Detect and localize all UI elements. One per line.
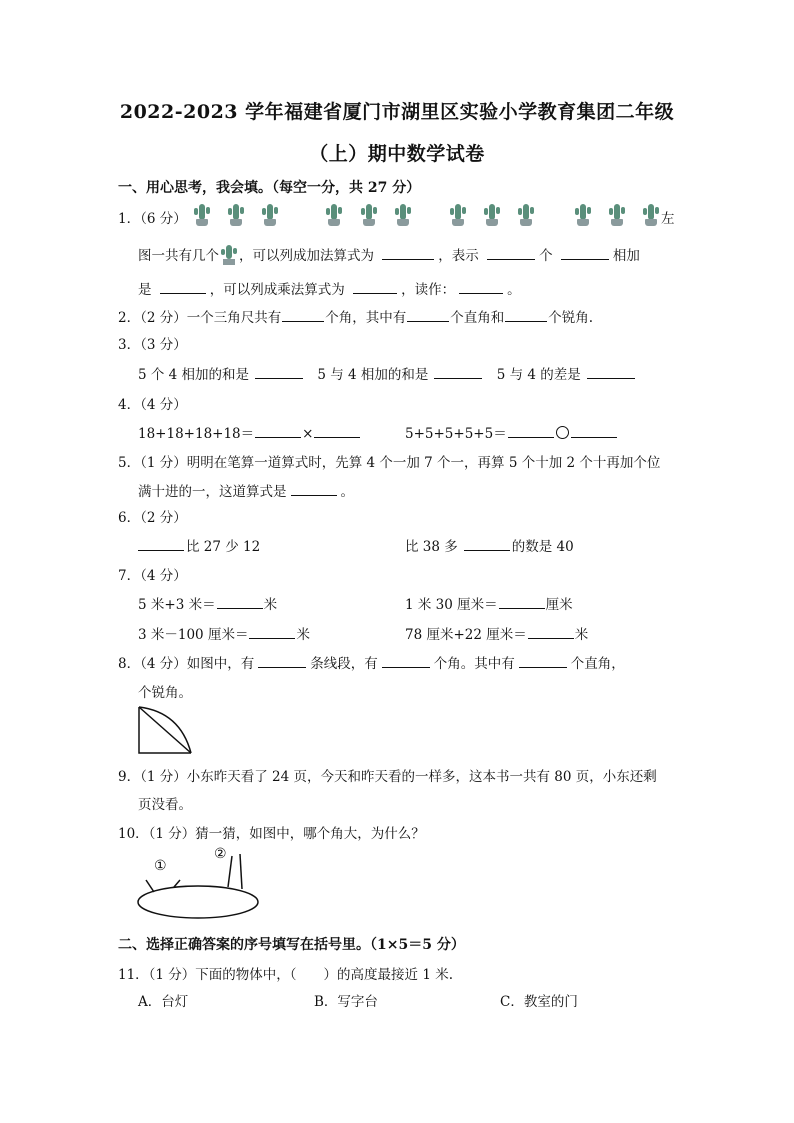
q7-number: 7．（4 分） [118, 568, 187, 584]
operator-circle-blank[interactable] [556, 426, 569, 439]
q7-text: 3 米－100 厘米＝ [138, 627, 249, 643]
q3-blank-2[interactable] [434, 364, 482, 379]
q8-text: 个直角， [570, 656, 625, 672]
q7-text: 5 米+3 米＝ [138, 597, 216, 613]
q10-question: 10．（1 分）猜一猜，如图中，哪个角大，为什么？ [118, 826, 425, 842]
q1-blank-sum[interactable] [160, 279, 206, 294]
q4-text: × [302, 426, 314, 442]
cactus-icon [359, 202, 379, 226]
angle-figure [134, 842, 264, 924]
q8-blank-3[interactable] [519, 653, 567, 668]
q7-text: 78 厘米+22 厘米＝ [405, 627, 527, 643]
q4-blank-2[interactable] [314, 423, 360, 438]
cactus-icon [226, 202, 246, 226]
cactus-icon [324, 202, 344, 226]
q2-text: 个直角和 [450, 310, 505, 326]
cactus-icon [219, 244, 239, 266]
q1-blank-multiply[interactable] [353, 279, 397, 294]
q7-a [138, 593, 277, 613]
q7-text: 米 [296, 627, 310, 643]
q6-number: 6．（2 分） [118, 510, 187, 526]
q7-c [138, 623, 310, 643]
q1-text: 个 [539, 248, 553, 264]
cactus-icon [607, 202, 627, 226]
q1-text: 图一共有几个 [138, 248, 219, 264]
q1-blank-read[interactable] [459, 279, 503, 294]
q3-text: 5 个 4 相加的和是 [138, 367, 250, 383]
angle-mark-2: ② [214, 846, 227, 862]
q9-line1: 9．（1 分）小东昨天看了 24 页，今天和昨天看的一样多，这本书一共有 80 页，小东还剩 [118, 769, 657, 785]
q5-line1: 5．（1 分）明明在笔算一道算式时，先算 4 个一加 7 个一，再算 5 个十加 2 个十再加个位 [118, 455, 661, 471]
q7-blank-3[interactable] [249, 624, 295, 639]
cactus-icon [516, 202, 536, 226]
cactus-icon [573, 202, 593, 226]
q11-option-a[interactable]: A．台灯 [138, 994, 189, 1010]
q11-option-b[interactable]: B．写字台 [314, 994, 378, 1010]
q6-blank-1[interactable] [138, 536, 184, 551]
page-title-line2: （上）期中数学试卷 [309, 143, 485, 165]
q4-row-a [138, 422, 361, 442]
q9-line2: 页没看。 [138, 797, 192, 813]
q4-number: 4．（4 分） [118, 397, 187, 413]
q4-blank-3[interactable] [508, 423, 554, 438]
q7-b [405, 593, 573, 613]
angle-mark-1: ① [154, 858, 167, 874]
q2-text: 个锐角. [548, 310, 594, 326]
q1-tail: 左 [661, 211, 675, 227]
q4-text: 5+5+5+5+5＝ [405, 426, 507, 442]
cactus-icon [641, 202, 661, 226]
q7-blank-1[interactable] [217, 594, 263, 609]
q7-text: 米 [263, 597, 278, 613]
q6-row-a [138, 535, 260, 555]
q1-blank-count[interactable] [487, 245, 535, 260]
q6-text: 的数是 40 [511, 539, 574, 555]
q4-blank-4[interactable] [571, 423, 617, 438]
q8-text: 8．（4 分）如图中，有 [118, 656, 255, 672]
q2-blank-1[interactable] [282, 307, 324, 322]
q1-blank-addend[interactable] [561, 245, 609, 260]
q1-text: ，可以列成加法算式为 [239, 248, 374, 264]
q2-blank-2[interactable] [407, 307, 449, 322]
q2-text: 2．（2 分）一个三角尺共有 [118, 310, 282, 326]
q4-blank-1[interactable] [255, 423, 301, 438]
cactus-icon [260, 202, 280, 226]
section2-heading: 二、选择正确答案的序号填写在括号里。（1×5＝5 分） [118, 937, 465, 953]
q1-text: ，可以列成乘法算式为 [209, 282, 345, 298]
q1-number: 1．（6 分） [118, 211, 187, 227]
q2-text: 个角，其中有 [325, 310, 407, 326]
q4-row-b [405, 422, 618, 442]
cactus-icon [393, 202, 413, 226]
q7-text: 米 [574, 627, 589, 643]
q4-text: 18+18+18+18＝ [138, 426, 255, 442]
cactus-icon [482, 202, 502, 226]
q11-option-c[interactable]: C．教室的门 [500, 994, 578, 1010]
page-title-line1: 2022-2023 学年福建省厦门市湖里区实验小学教育集团二年级 [119, 101, 675, 123]
q1-text: ，读作： [401, 282, 456, 298]
cactus-icon [192, 202, 212, 226]
q8-blank-2[interactable] [382, 653, 430, 668]
q8-text: 个角。其中有 [433, 656, 515, 672]
q1-text: ，表示 [438, 248, 479, 264]
q5-text: 。 [340, 484, 354, 500]
q1-text: 是 [138, 282, 152, 298]
q10-figure [134, 842, 264, 924]
q7-d [405, 623, 588, 643]
cactus-icon [448, 202, 468, 226]
q2-blank-3[interactable] [505, 307, 547, 322]
q8-text: 条线段，有 [310, 656, 378, 672]
q1-text: 相加 [612, 248, 640, 264]
q1-line2 [138, 244, 640, 266]
q3-number: 3．（3 分） [118, 337, 187, 353]
q7-blank-2[interactable] [499, 594, 545, 609]
q1-blank-addition[interactable] [382, 245, 434, 260]
q5-text: 满十进的一，这道算式是 [138, 484, 287, 500]
q6-row-b [405, 535, 574, 555]
q3-text: 5 与 4 的差是 [496, 367, 581, 383]
q3-blank-1[interactable] [255, 364, 303, 379]
q6-blank-2[interactable] [464, 536, 510, 551]
q11-question: 11．（1 分）下面的物体中，（ ）的高度最接近 1 米. [118, 967, 454, 983]
q3-row [138, 363, 639, 383]
q7-blank-4[interactable] [528, 624, 574, 639]
q3-blank-3[interactable] [587, 364, 635, 379]
q5-blank[interactable] [291, 481, 337, 496]
q6-text: 比 27 少 12 [186, 539, 261, 555]
q2 [118, 306, 593, 326]
q5-line2 [138, 480, 354, 500]
quarter-circle-figure [136, 704, 194, 756]
q8-blank-1[interactable] [258, 653, 306, 668]
q7-text: 厘米 [545, 597, 573, 613]
q1-line3 [138, 278, 521, 298]
q6-text: 比 38 多 [405, 539, 458, 555]
q7-text: 1 米 30 厘米＝ [405, 597, 498, 613]
q8-line1 [118, 652, 625, 672]
q3-text: 5 与 4 相加的和是 [317, 367, 429, 383]
q1-text: 。 [507, 282, 521, 298]
section1-heading: 一、用心思考，我会填。（每空一分，共 27 分） [118, 180, 421, 196]
q8-line2: 个锐角。 [138, 685, 192, 701]
